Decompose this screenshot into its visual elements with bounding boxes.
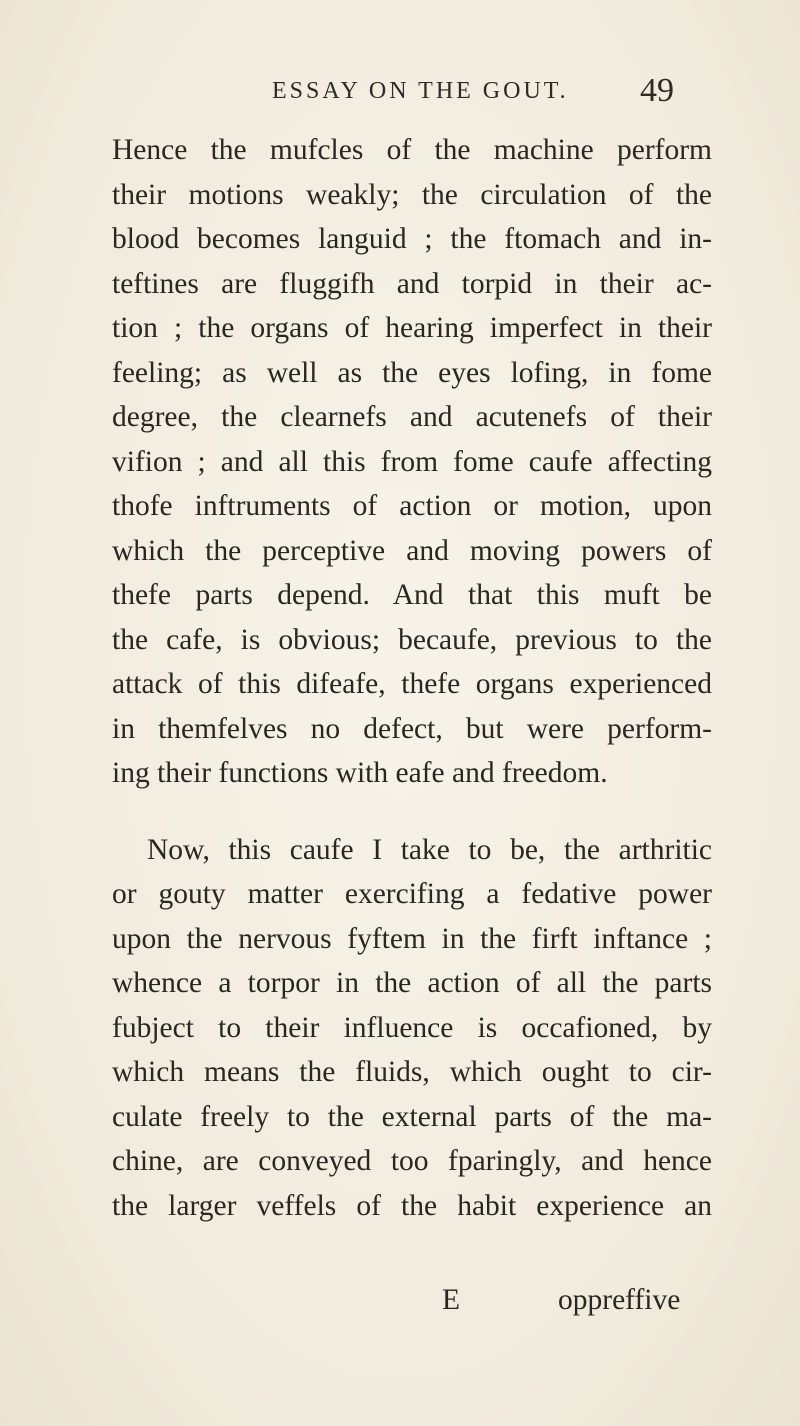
text-line: degree, the clearnefs and acutenefs of their <box>112 401 712 433</box>
text-line: the cafe, is obvious; becaufe, previous to the <box>112 623 712 656</box>
text-line: fubject to their influence is occafioned, by <box>112 1011 712 1044</box>
text-line: which means the fluids, which ought to cir- <box>112 1056 712 1088</box>
text-line: blood becomes languid ; the ftomach and in- <box>112 223 712 255</box>
page-footer <box>0 1284 800 1324</box>
text-line: Hence the mufcles of the machine perform <box>112 134 712 166</box>
text-line: feeling; as well as the eyes lofing, in fome <box>112 356 712 389</box>
text-line: their motions weakly; the circulation of the <box>112 178 712 211</box>
text-line: tion ; the organs of hearing imperfect in their <box>112 312 712 344</box>
paragraph-2 <box>112 828 712 1229</box>
paragraph-spacer <box>112 796 712 828</box>
text-line: chine, are conveyed too fparingly, and hence <box>112 1145 712 1177</box>
page-number: 49 <box>640 72 674 109</box>
text-line: culate freely to the external parts of the ma- <box>112 1100 712 1133</box>
text-line: in themfelves no defect, but were perform- <box>112 712 712 745</box>
text-line: thofe inftruments of action or motion, upon <box>112 490 712 522</box>
catchword: oppreffive <box>558 1284 681 1316</box>
signature-mark: E <box>442 1284 461 1316</box>
paragraph-1 <box>112 128 712 796</box>
text-line: which the perceptive and moving powers of <box>112 534 712 567</box>
text-line: ing their functions with eafe and freedom. <box>112 757 608 789</box>
body-text <box>112 128 712 1228</box>
text-line: upon the nervous fyftem in the firft inftance ; <box>112 922 712 955</box>
running-head <box>0 72 800 112</box>
text-line: attack of this difeafe, thefe organs experienced <box>112 668 712 700</box>
text-line: the larger veffels of the habit experience an <box>112 1189 712 1222</box>
text-line: teftines are fluggifh and torpid in their ac- <box>112 267 712 300</box>
text-line: Now, this caufe I take to be, the arthritic <box>147 833 712 866</box>
text-line: thefe parts depend. And that this muft be <box>112 579 712 611</box>
text-line: or gouty matter exercifing a fedative power <box>112 878 712 910</box>
text-line: vifion ; and all this from fome caufe affecting <box>112 445 712 478</box>
text-line: whence a torpor in the action of all the parts <box>112 967 712 999</box>
running-title: ESSAY ON THE GOUT. <box>272 78 569 104</box>
